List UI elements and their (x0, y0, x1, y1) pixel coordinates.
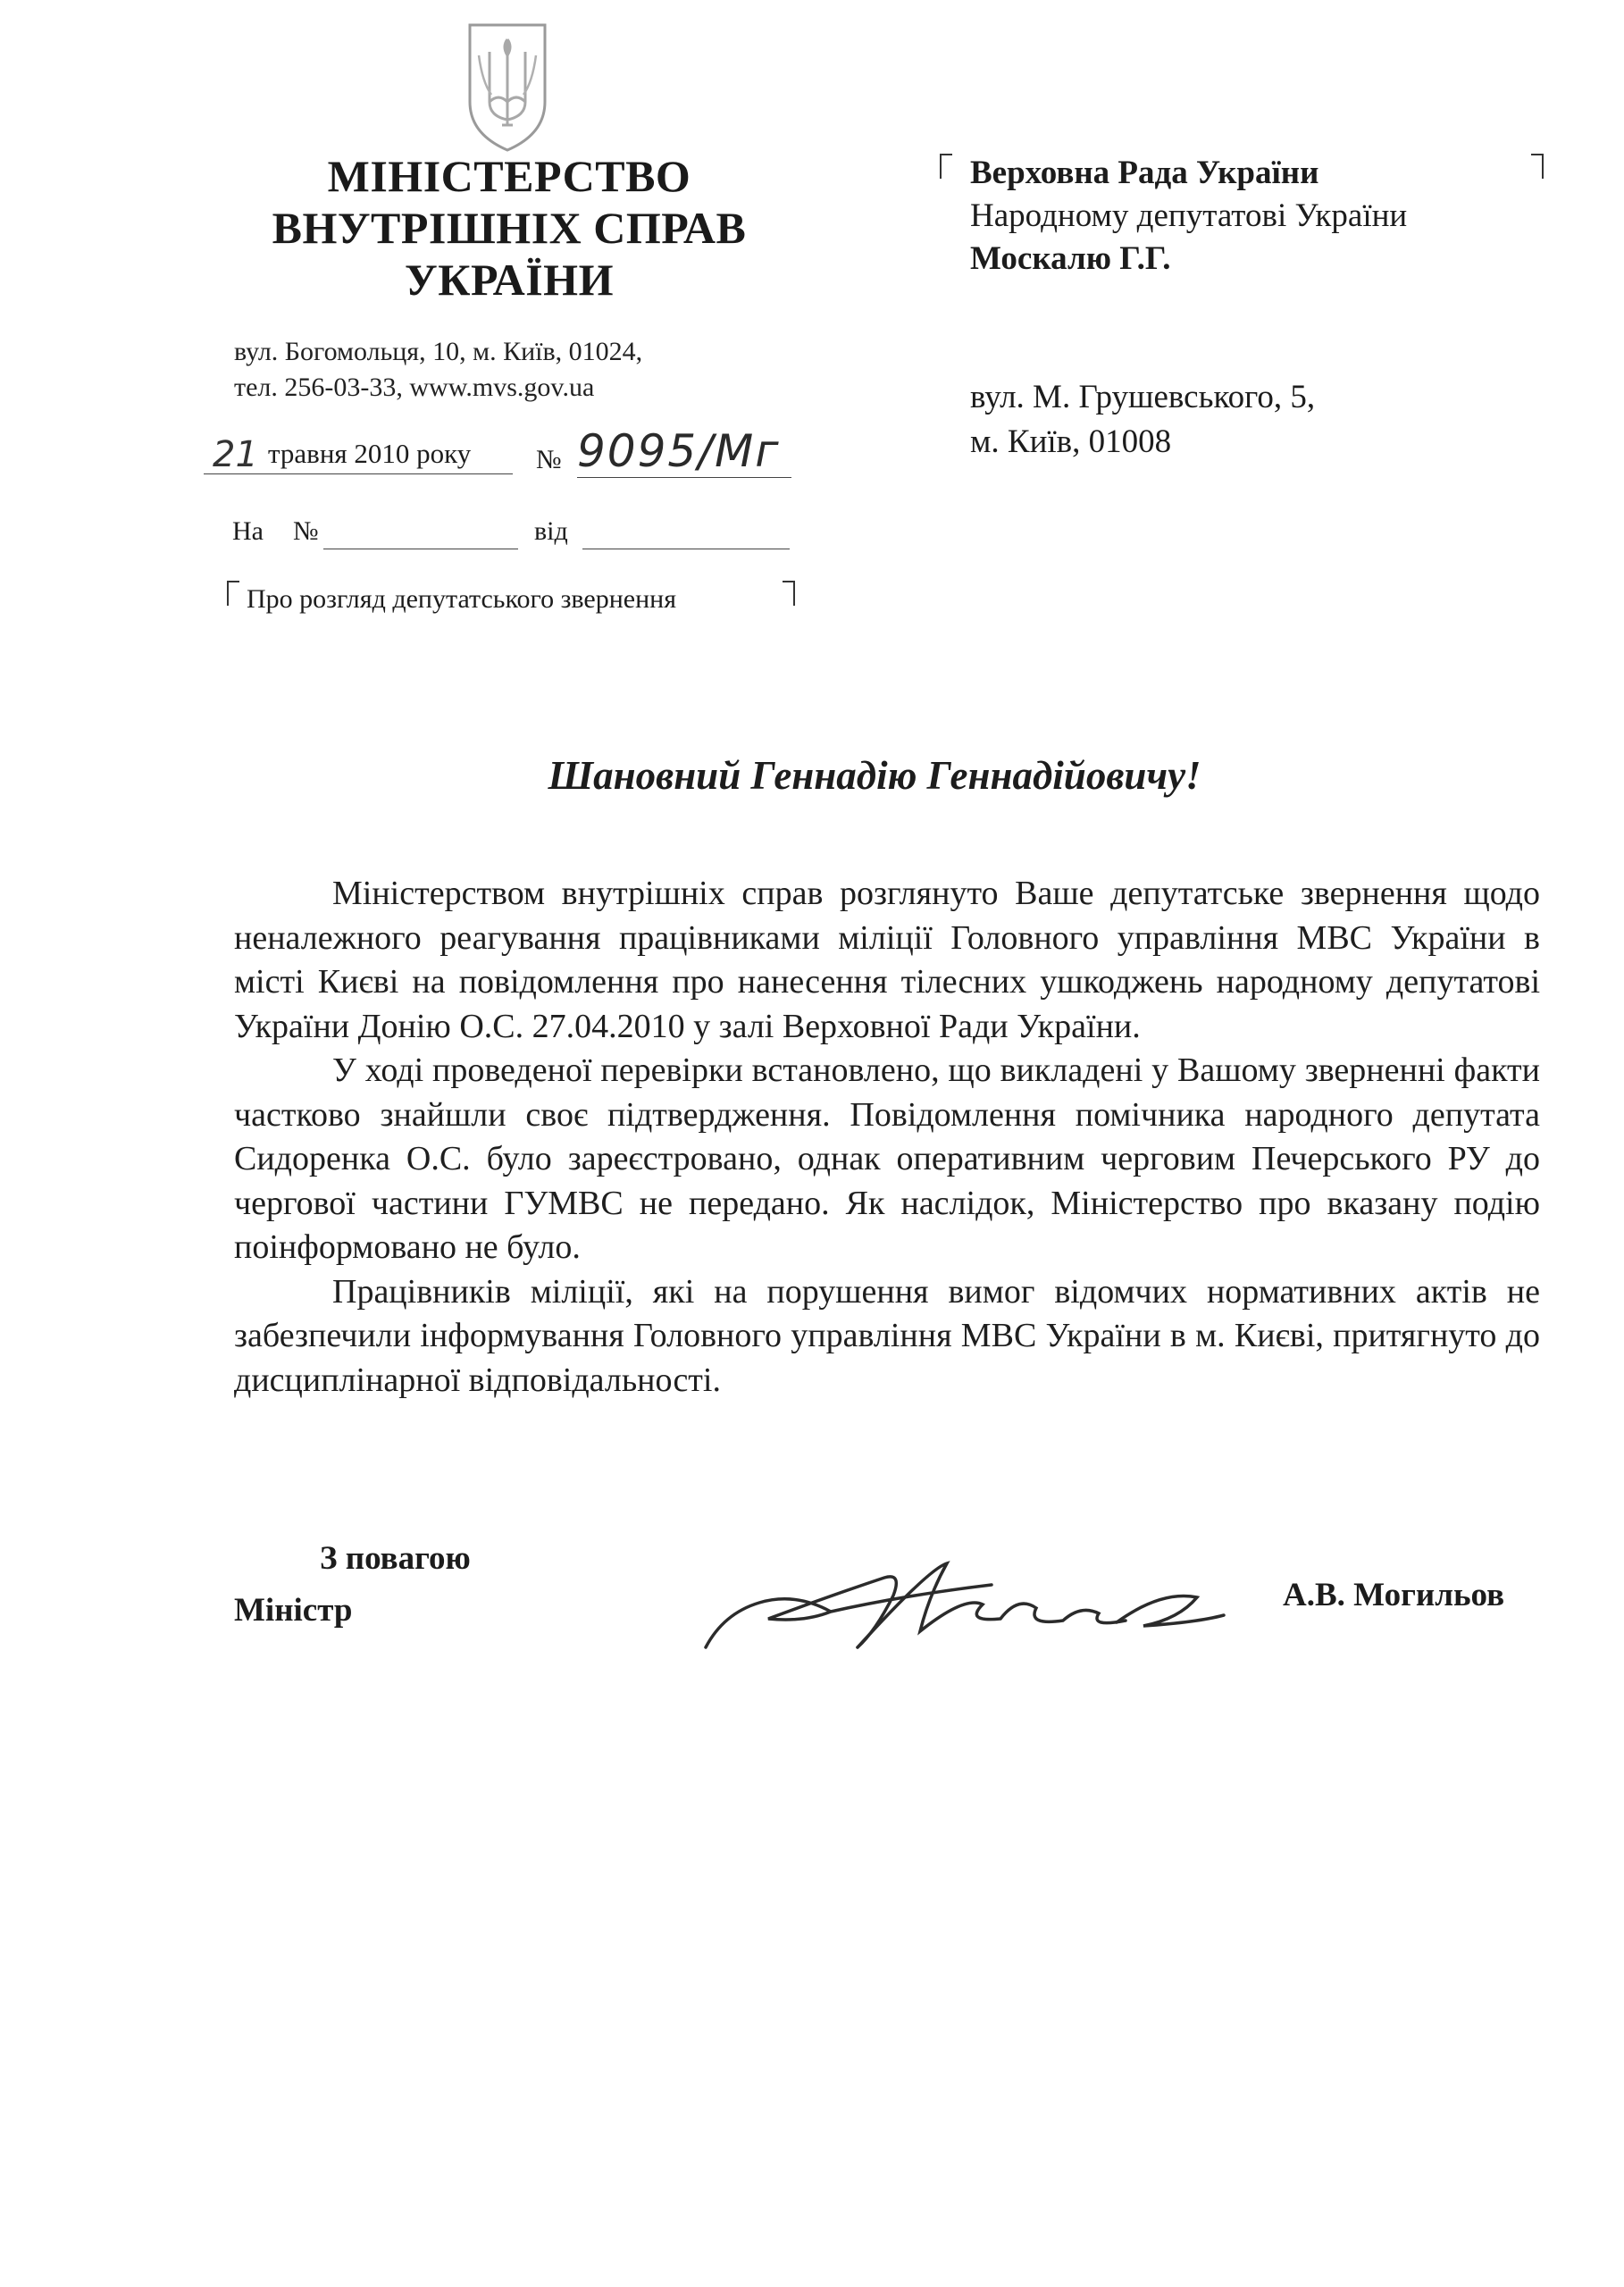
outgoing-date: травня 2010 року (268, 438, 472, 469)
ministry-title-line-3: УКРАЇНИ (405, 255, 614, 305)
recipient-address-line-2: м. Київ, 01008 (970, 423, 1172, 460)
handwritten-signature (697, 1533, 1233, 1667)
ministry-title (241, 150, 777, 306)
ministry-title-line-2: ВНУТРІШНІХ СПРАВ (272, 203, 747, 253)
recipient-address (970, 375, 1315, 465)
ministry-address (234, 334, 642, 406)
body-paragraph-2: У ході проведеної перевірки встановлено, що викладені у Вашому зверненні факти частково знайшли своє підтвердження. Повідомлення помічника народного депутата Сидоренка О.С. було зареєстровано, однак оперативним черговим Печерського РУ до чергової частини ГУМВС не передано. Як наслідок, Міністерство про вказану подію поінформовано не було. (234, 1051, 1540, 1266)
signer-position: Міністр (234, 1592, 353, 1629)
ministry-title-line-1: МІНІСТЕРСТВО (327, 151, 691, 201)
recipient-block (970, 152, 1407, 281)
ministry-address-line-2: тел. 256-03-33, www.mvs.gov.ua (234, 373, 595, 402)
letter-body (234, 872, 1540, 1403)
subject-corner-right (783, 581, 795, 606)
subject-line (227, 579, 799, 620)
closing-regards: З повагою (320, 1540, 471, 1577)
reference-from-label: від (534, 516, 568, 546)
reference-line (232, 516, 804, 561)
number-underline (577, 477, 791, 478)
date-underline (204, 473, 513, 474)
reference-number-label: № (293, 516, 319, 546)
recipient-name: Москалю Г.Г. (970, 240, 1171, 277)
recipient-corner-right (1531, 154, 1544, 179)
salutation: Шановний Геннадію Геннадійовичу! (548, 753, 1201, 798)
ministry-address-line-1: вул. Богомольця, 10, м. Київ, 01024, (234, 337, 643, 366)
reference-on-label: На (232, 516, 264, 546)
handwritten-outgoing-number: 9095/Мг (577, 425, 781, 477)
handwritten-day: 21 (213, 434, 258, 475)
subject-corner-left (227, 581, 239, 606)
recipient-organization: Верховна Рада України (970, 155, 1319, 191)
body-paragraph-1: Міністерством внутрішніх справ розглянуто Ваше депутатське звернення щодо неналежного реагування працівниками міліції Головного управління МВС України в місті Києві на повідомлення про нанесення тілесних ушкоджень народному депутатові України Донію О.С. 27.04.2010 у залі Верховної Ради України. (234, 875, 1540, 1045)
trident-icon (463, 20, 552, 154)
subject-text: Про розгляд депутатського звернення (247, 584, 676, 614)
closing-block (234, 1533, 471, 1637)
outgoing-number-label: № (536, 445, 562, 474)
signer-name: А.В. Могильов (1283, 1577, 1505, 1613)
recipient-corner-left (940, 154, 952, 179)
body-paragraph-3: Працівників міліції, які на порушення вимог відомчих нормативних актів не забезпечили інформування Головного управління МВС України в м. Києві, притягнуто до дисциплінарної відповідальності. (234, 1272, 1540, 1399)
recipient-address-line-1: вул. М. Грушевського, 5, (970, 379, 1316, 415)
recipient-title: Народному депутатові України (970, 197, 1408, 234)
outgoing-date-line (204, 427, 793, 490)
